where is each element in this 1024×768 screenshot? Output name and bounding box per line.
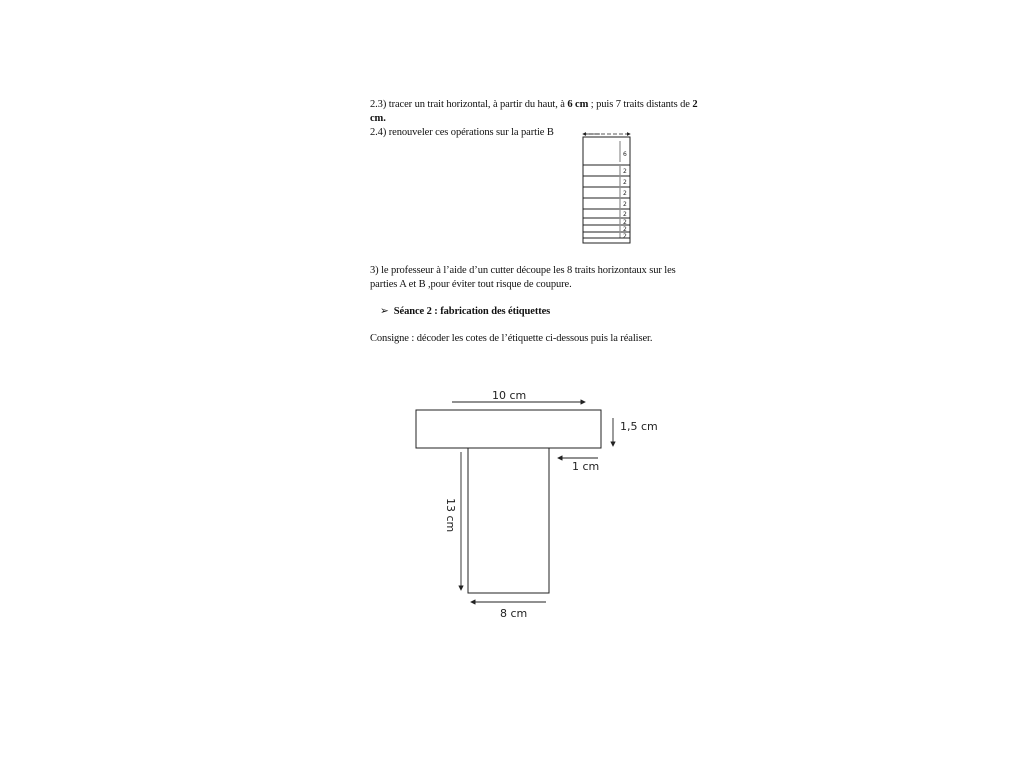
step-2-4: 2.4) renouveler ces opérations sur la partie B [370, 127, 554, 138]
svg-text:2: 2 [623, 201, 627, 208]
offset-label: 1 cm [572, 460, 600, 473]
svg-text:2: 2 [623, 190, 627, 197]
arrow-bullet-icon: ➢ [380, 306, 389, 317]
height-top-label: 1,5 cm [620, 420, 658, 433]
strip-label-6: 6 [623, 151, 627, 158]
svg-text:2: 2 [623, 179, 627, 186]
step-2-3-bold-6cm: 6 cm [567, 99, 589, 110]
step-2-3-text-a: 2.3) tracer un trait horizontal, à partir du haut, à [370, 99, 568, 110]
svg-text:2: 2 [623, 211, 627, 218]
svg-text:2: 2 [623, 233, 627, 240]
width-top-label: 10 cm [492, 389, 527, 402]
strip-label-2: 2 [623, 168, 627, 175]
svg-text:2: 2 [623, 219, 627, 226]
step-2-3-bold-cm: cm. [370, 113, 386, 124]
consigne: Consigne : décoder les cotes de l’étiquette ci-dessous puis la réaliser. [370, 333, 653, 344]
label-stem [468, 448, 549, 593]
svg-text:2: 2 [623, 226, 627, 233]
step-3-line2: parties A et B ,pour éviter tout risque de coupure. [370, 279, 572, 290]
seance-title: Séance 2 : fabrication des étiquettes [393, 306, 551, 317]
step-2-3-text-b: ; puis 7 traits distants de [588, 99, 693, 110]
stem-width-label: 8 cm [500, 607, 528, 620]
label-top-bar [416, 410, 601, 448]
stem-height-label: 13 cm [444, 498, 457, 533]
step-3-line1: 3) le professeur à l’aide d’un cutter découpe les 8 traits horizontaux sur les [370, 265, 676, 276]
step-2-3-bold-2: 2 [692, 99, 698, 110]
